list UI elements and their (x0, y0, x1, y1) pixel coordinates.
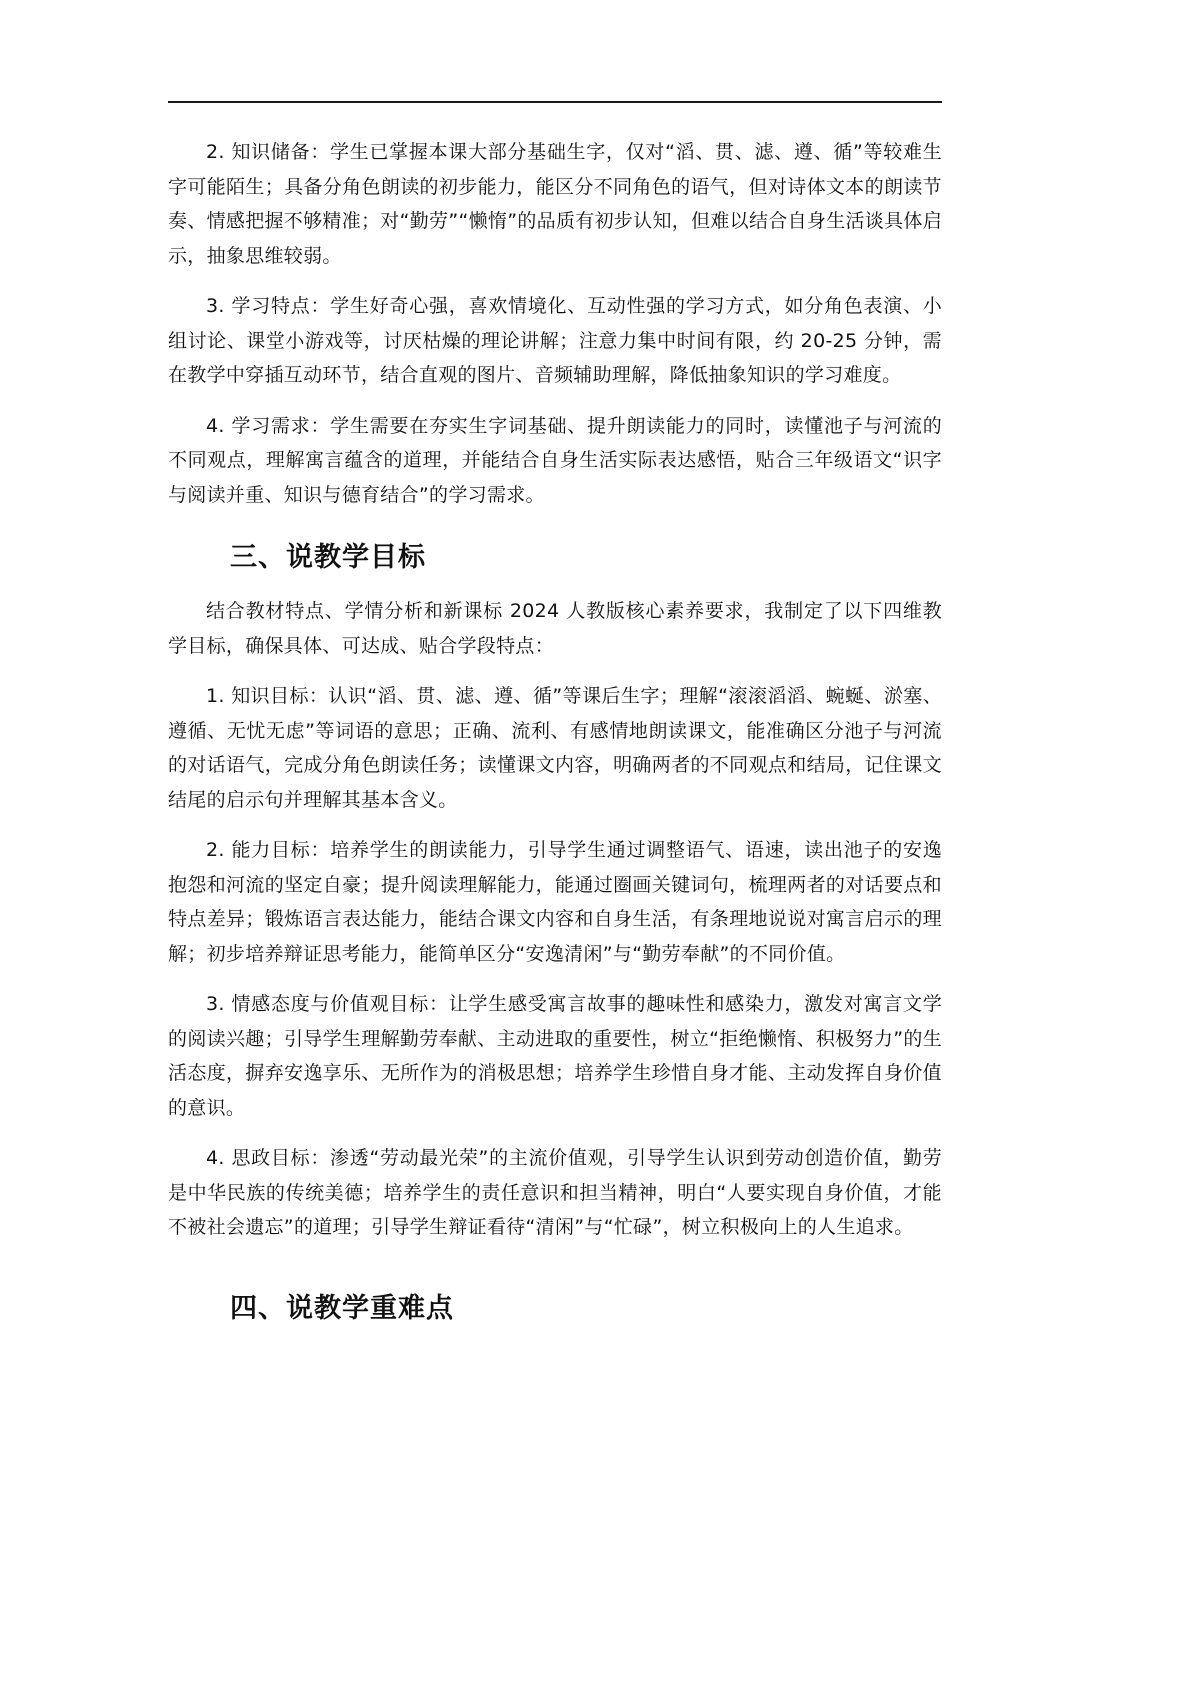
paragraph-learning-needs: 4. 学习需求：学生需要在夯实生字词基础、提升朗读能力的同时，读懂池子与河流的不同观点，理解寓言蕴含的道理，并能结合自身生活实际表达感悟，贴合三年级语文“识字与阅读并重、知识与德育结合”的学习需求。 (168, 414, 942, 506)
paragraph-ability-objective: 2. 能力目标：培养学生的朗读能力，引导学生通过调整语气、语速，读出池子的安逸抱怨和河流的坚定自豪；提升阅读理解能力，能通过圈画关键词句，梳理两者的对话要点和特点差异；锻炼语言表达能力，能结合课文内容和自身生活，有条理地说说对寓言启示的理解；初步培养辩证思考能力，能简单区分“安逸清闲”与“勤劳奉献”的不同价值。 (168, 839, 942, 965)
document-body (168, 135, 942, 1345)
paragraph-ideology-objective: 4. 思政目标：渗透“劳动最光荣”的主流价值观，引导学生认识到劳动创造价值，勤劳是中华民族的传统美德；培养学生的责任意识和担当精神，明白“人要实现自身价值，才能不被社会遗忘”的道理；引导学生辩证看待“清闲”与“忙碌”，树立积极向上的人生追求。 (168, 1147, 942, 1238)
paragraph-emotion-objective: 3. 情感态度与价值观目标：让学生感受寓言故事的趣味性和感染力，激发对寓言文学的阅读兴趣；引导学生理解勤劳奉献、主动进取的重要性，树立“拒绝懒惰、积极努力”的生活态度，摒弃安逸享乐、无所作为的消极思想；培养学生珍惜自身才能、主动发挥自身价值的意识。 (168, 993, 942, 1119)
section-heading-teaching-objectives: 三、说教学目标 (230, 542, 426, 573)
header-rule (168, 101, 942, 103)
paragraph-learning-characteristics: 3. 学习特点：学生好奇心强，喜欢情境化、互动性强的学习方式，如分角色表演、小组讨论、课堂小游戏等，讨厌枯燥的理论讲解；注意力集中时间有限，约 20-25 分钟，需在教学中穿插互动环节，结合直观的图片、音频辅助理解，降低抽象知识的学习难度。 (168, 295, 942, 386)
paragraph-knowledge-objective: 1. 知识目标：认识“滔、贯、滤、遵、循”等课后生字；理解“滚滚滔滔、蜿蜒、淤塞、遵循、无忧无虑”等词语的意思；正确、流利、有感情地朗读课文，能准确区分池子与河流的对话语气，完成分角色朗读任务；读懂课文内容，明确两者的不同观点和结局，记住课文结尾的启示句并理解其基本含义。 (168, 685, 942, 811)
paragraph-objectives-intro: 结合教材特点、学情分析和新课标 2024 人教版核心素养要求，我制定了以下四维教学目标，确保具体、可达成、贴合学段特点： (168, 600, 942, 657)
section-heading-key-difficulties: 四、说教学重难点 (230, 1292, 454, 1324)
paragraph-knowledge-reserve: 2. 知识储备：学生已掌握本课大部分基础生字，仅对“滔、贯、滤、遵、循”等较难生字可能陌生；具备分角色朗读的初步能力，能区分不同角色的语气，但对诗体文本的朗读节奏、情感把握不够精准；对“勤劳”“懒惰”的品质有初步认知，但难以结合自身生活谈具体启示，抽象思维较弱。 (168, 141, 942, 267)
